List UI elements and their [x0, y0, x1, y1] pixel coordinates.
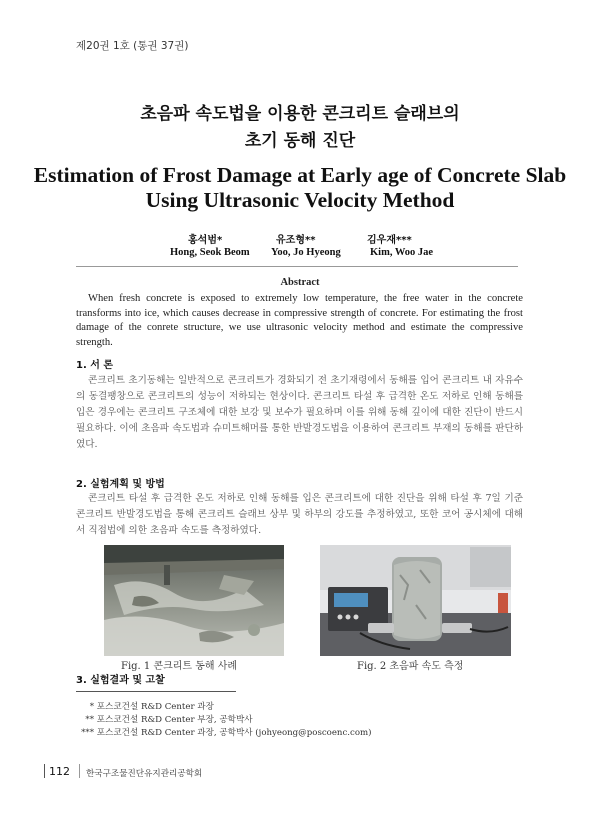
- footnote-3-mark: ***: [81, 728, 94, 738]
- frost-damage-photo: [104, 545, 284, 656]
- english-title-line1: Estimation of Frost Damage at Early age of Concrete Slab: [33, 163, 567, 187]
- author-1-korean: 홍석범*: [188, 235, 223, 246]
- figure-1-photo: [104, 545, 284, 656]
- footnote-3-text: 포스코건설 R&D Center 과장, 공학박사 (johyeong@poscoenc.com): [96, 728, 372, 738]
- author-3-korean: 김우재***: [367, 235, 412, 246]
- section-3-heading: 3. 실험결과 및 고찰: [76, 675, 165, 686]
- section-1-heading: 1. 서 론: [76, 360, 114, 371]
- footnote-2: [85, 713, 253, 725]
- figure-2-photo: [320, 545, 511, 656]
- section-2-body: [76, 491, 523, 539]
- english-title-line2: Using Ultrasonic Velocity Method: [145, 188, 455, 212]
- abstract-text: When fresh concrete is exposed to extremely low temperature, the free water in the concrete transforms into ice, which causes decrease in compressive strength of concrete. For estimating the frost damage of the conrete structure, we use ultrasonic velocity method and estimate the compressive strength.: [76, 293, 523, 348]
- footer-left-bar: [44, 764, 45, 778]
- footnote-2-mark: **: [85, 715, 94, 725]
- korean-title-line1: 초음파 속도법을 이용한 콘크리트 슬래브의: [140, 104, 460, 124]
- author-2-korean: 유조형**: [276, 235, 316, 246]
- page-number: 112: [49, 765, 70, 778]
- section-1-paragraph: 콘크리트 초기동해는 일반적으로 콘크리트가 경화되기 전 초기재령에서 동해를 입어 콘크리트 내 자유수의 동결팽창으로 콘크리트의 성능이 저하되는 현상이다. 콘크리트 타설 후 급격한 온도 저하로 인해 동해를 입은 경우에는 콘크리트 구조체에 대한 보강 및 보수가 필요하며 이를 위해 동해 깊이에 대한 진단이 반드시 필요하다. 이에 초음파 속도법과 슈미트해머를 통한 반발경도법을 이용하여 콘크리트 부재의 동해를 판단하였다.: [76, 375, 523, 450]
- figure-2-caption: Fig. 2 초음파 속도 측정: [357, 661, 464, 672]
- footnote-3: [81, 726, 372, 738]
- figure-1-caption: Fig. 1 콘크리트 동해 사례: [121, 661, 238, 672]
- header-rule: [76, 266, 518, 267]
- author-3-english: Kim, Woo Jae: [370, 247, 434, 258]
- footer-divider: [79, 764, 80, 778]
- footnote-1: [90, 700, 214, 712]
- journal-name: 한국구조물진단유지관리공학회: [86, 769, 203, 779]
- footnote-2-text: 포스코건설 R&D Center 부장, 공학박사: [96, 715, 253, 725]
- author-1-english: Hong, Seok Beom: [170, 247, 250, 258]
- section-2-heading: 2. 실험계획 및 방법: [76, 479, 165, 490]
- section-2-paragraph: 콘크리트 타설 후 급격한 온도 저하로 인해 동해를 입은 콘크리트에 대한 진단을 위해 타설 후 7일 기준 콘크리트 반발경도법을 통해 콘크리트 슬래브 상부 및 하부의 강도를 추정하였고, 또한 코어 공시체에 대해서 직접법에 의한 초음파 속도를 측정하였다.: [76, 493, 523, 536]
- footnote-rule: [76, 691, 236, 692]
- issue-header: 제20권 1호 (통권 37권): [76, 40, 189, 52]
- abstract-heading: Abstract: [280, 277, 320, 288]
- footnote-1-mark: *: [89, 702, 94, 712]
- section-1-body: [76, 373, 523, 453]
- author-2-english: Yoo, Jo Hyeong: [271, 247, 341, 258]
- korean-title-line2: 초기 동해 진단: [244, 131, 356, 151]
- footnote-1-text: 포스코건설 R&D Center 과장: [96, 702, 214, 712]
- ultrasonic-measurement-photo: [320, 545, 511, 656]
